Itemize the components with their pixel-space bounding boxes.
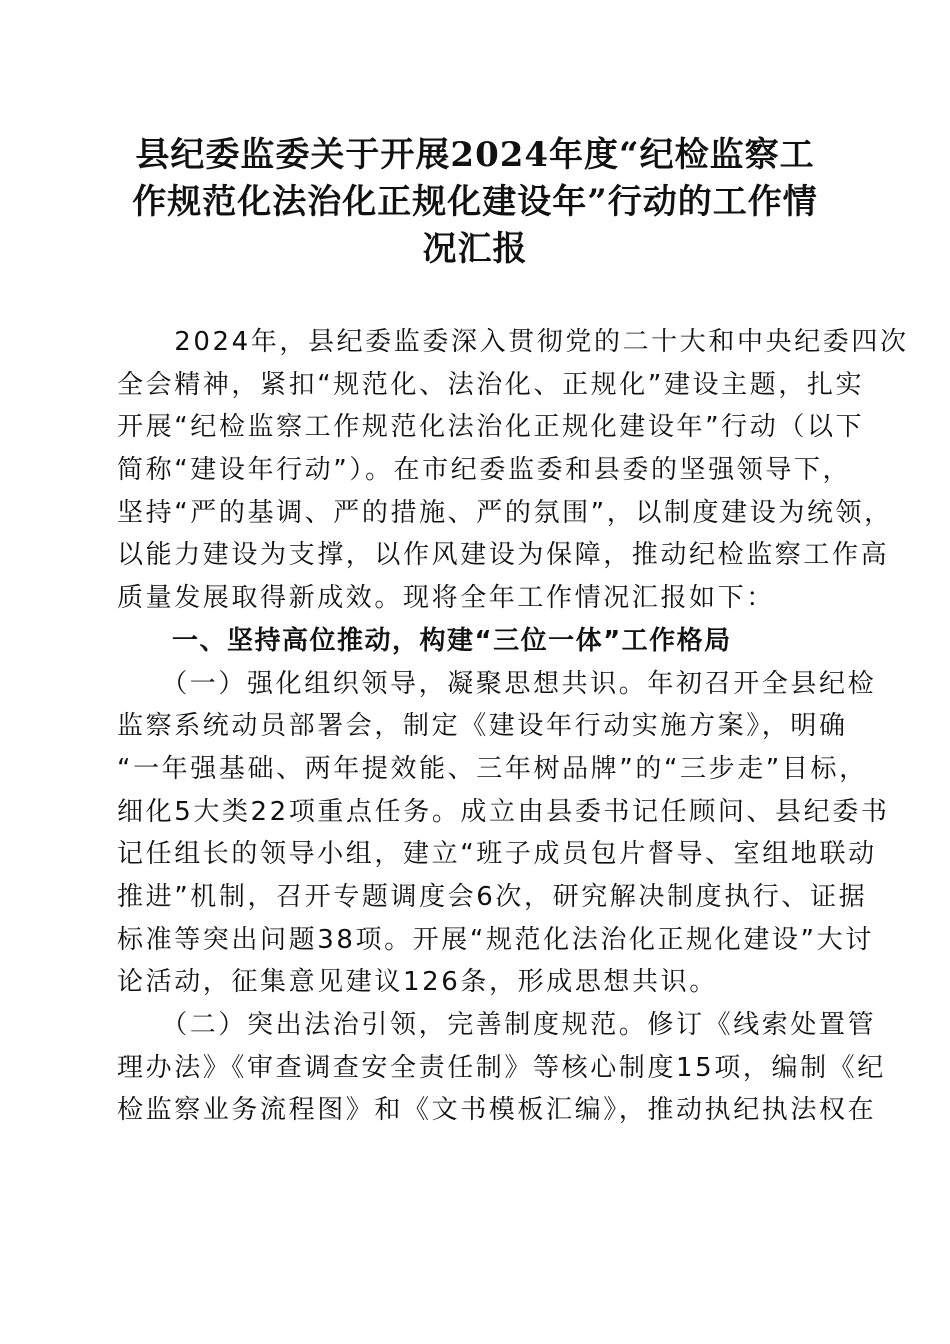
body-line: 简称“建设年行动”）。在市纪委监委和县委的坚强领导下， — [117, 455, 852, 486]
body-line: 检监察业务流程图》和《文书模板汇编》，推动执纪执法权在 — [117, 1095, 877, 1126]
body-line: 以能力建设为支撑，以作风建设为保障，推动纪检监察工作高 — [117, 540, 890, 571]
body-line: （二）突出法治引领，完善制度规范。修订《线索处置管 — [117, 1010, 877, 1040]
body-line: “一年强基础、两年提效能、三年树品牌”的“三步走”目标， — [117, 753, 868, 784]
body-line: 质量发展取得新成效。现将全年工作情况汇报如下： — [117, 583, 775, 614]
body-line: 标准等突出问题38项。开展“规范化法治化正规化建设”大讨 — [117, 924, 874, 955]
document-title — [115, 132, 835, 273]
body-line: 监察系统动员部署会，制定《建设年行动实施方案》，明确 — [117, 711, 848, 742]
body-line: 理办法》《审查调查安全责任制》等核心制度15项，编制《纪 — [117, 1052, 886, 1083]
title-line-1: 县纪委监委关于开展2024年度“纪检监察工 — [135, 135, 815, 175]
body-line: （一）强化组织领导，凝聚思想共识。年初召开全县纪检 — [117, 668, 877, 699]
title-line-2: 作规范化法治化正规化建设年”行动的工作情 — [132, 182, 818, 222]
body-line: 坚持“严的基调、严的措施、严的氛围”，以制度建设为统领， — [117, 497, 893, 528]
body-line: 开展“纪检监察工作规范化法治化正规化建设年”行动（以下 — [117, 412, 865, 443]
body-line: 2024年，县纪委监委深入贯彻党的二十大和中央纪委四次 — [117, 327, 909, 357]
section-heading: 一、坚持高位推动，构建“三位一体”工作格局 — [117, 625, 732, 656]
body-line: 记任组长的领导小组，建立“班子成员包片督导、室组地联动 — [117, 839, 877, 870]
body-line: 推进”机制，召开专题调度会6次，研究解决制度执行、证据 — [117, 881, 868, 912]
title-line-3: 况汇报 — [422, 229, 528, 269]
body-line: 论活动，征集意见建议126条，形成思想共识。 — [117, 967, 718, 998]
body-line: 细化5大类22项重点任务。成立由县委书记任顾问、县纪委书 — [117, 796, 890, 827]
document-body — [117, 321, 909, 1132]
body-line: 全会精神，紧扣“规范化、法治化、正规化”建设主题，扎实 — [117, 369, 865, 400]
